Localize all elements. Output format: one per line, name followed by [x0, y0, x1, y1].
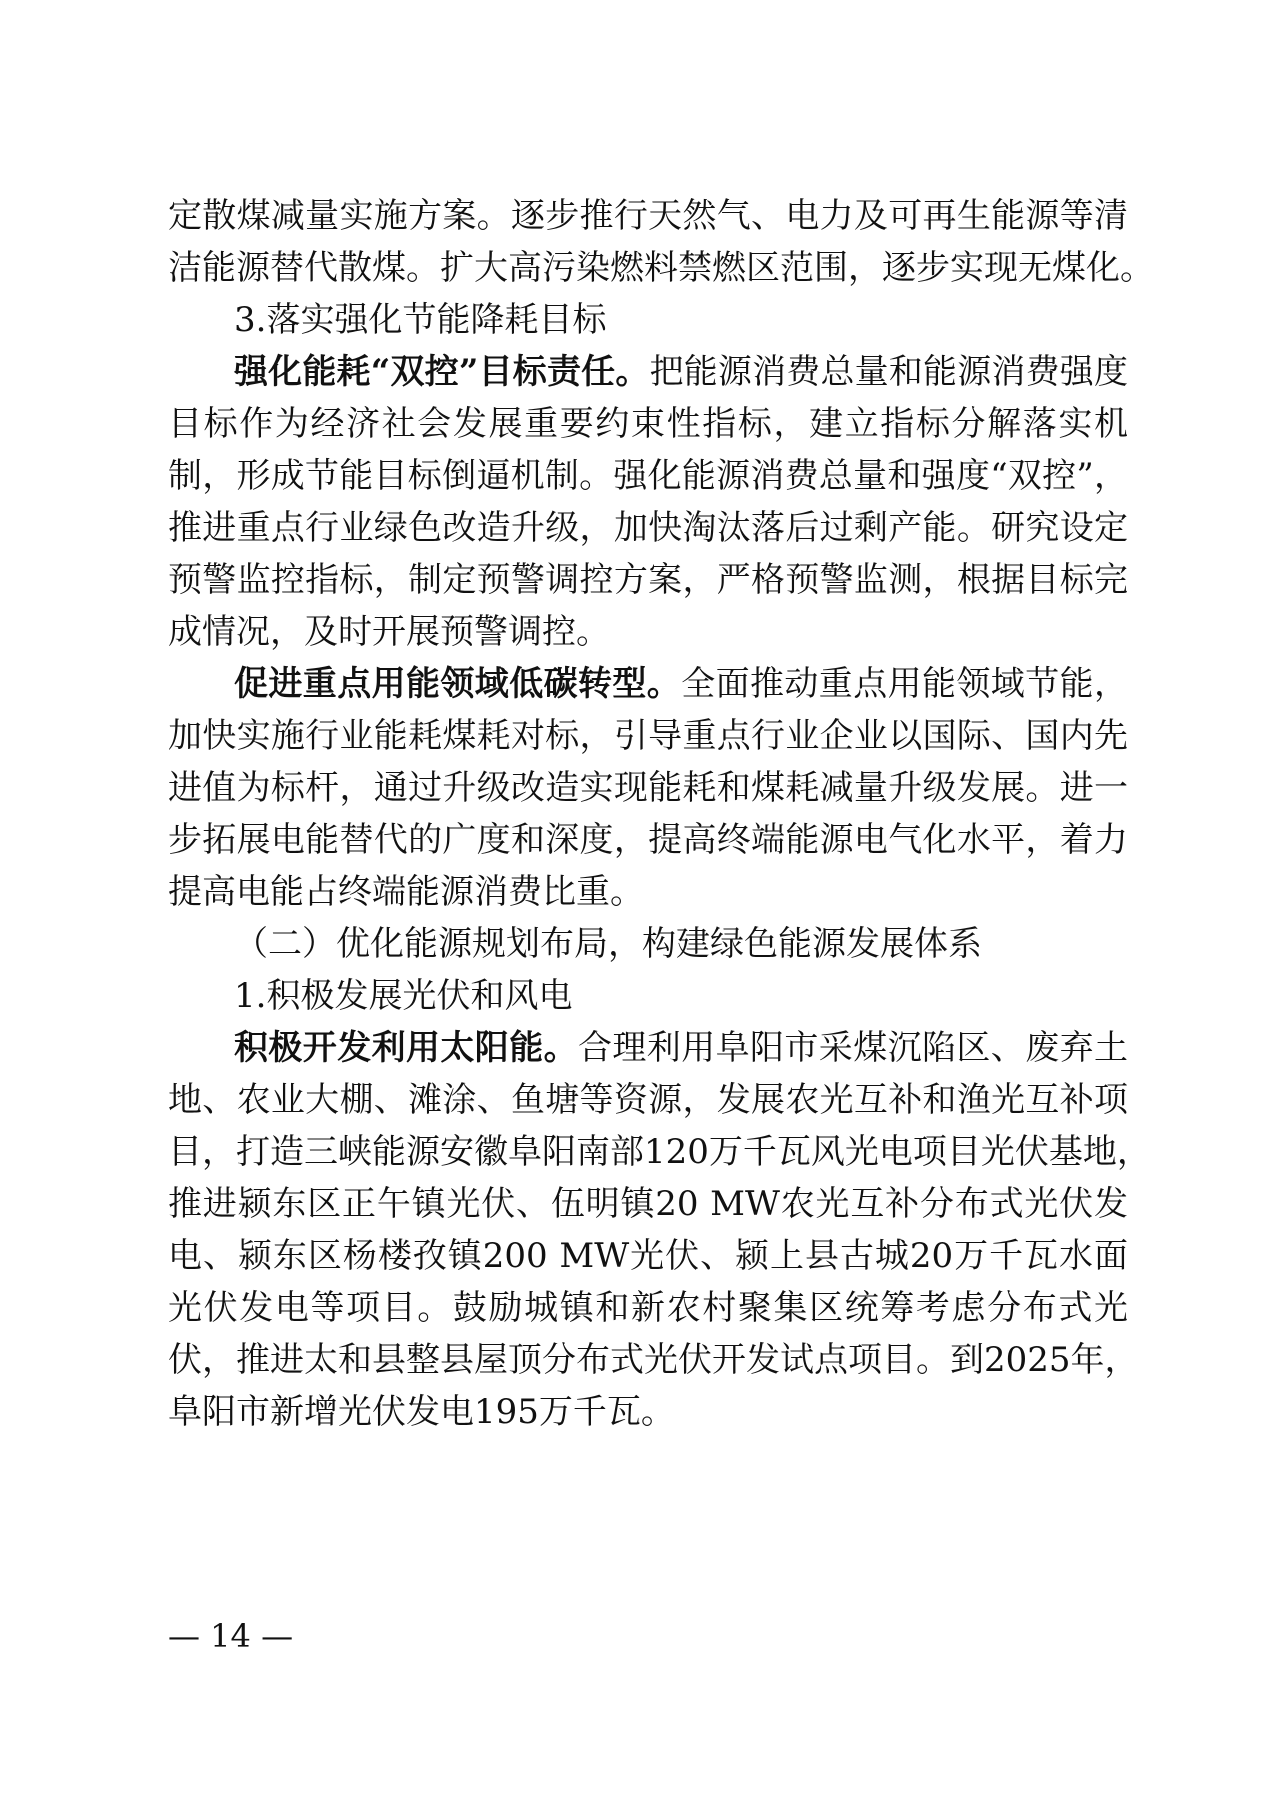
- paragraph-line: 提高电能占终端能源消费比重。: [168, 872, 644, 912]
- paragraph-line: 制，形成节能目标倒逼机制。强化能源消费总量和强度“双控”，: [168, 456, 1128, 496]
- paragraph-line: 阜阳市新增光伏发电195万千瓦。: [168, 1392, 675, 1432]
- paragraph-lead: 促进重点用能领域低碳转型。: [234, 664, 682, 704]
- paragraph-text: 全面推动重点用能领域节能，: [681, 664, 1129, 704]
- paragraph-line: [234, 1028, 1128, 1068]
- paragraph-line: 推进重点行业绿色改造升级，加快淘汰落后过剩产能。研究设定: [168, 508, 1128, 548]
- paragraph-line: 伏，推进太和县整县屋顶分布式光伏开发试点项目。到2025年，: [168, 1340, 1139, 1380]
- paragraph-text: 把能源消费总量和能源消费强度: [649, 352, 1128, 392]
- page-number: — 14 —: [168, 1617, 294, 1655]
- paragraph-line: [234, 352, 1128, 392]
- paragraph-line: 步拓展电能替代的广度和深度，提高终端能源电气化水平，着力: [168, 820, 1128, 860]
- paragraph-line: 预警监控指标，制定预警调控方案，严格预警监测，根据目标完: [168, 560, 1128, 600]
- paragraph-line: 加快实施行业能耗煤耗对标，引导重点行业企业以国际、国内先: [168, 716, 1128, 756]
- paragraph-line: 目，打造三峡能源安徽阜阳南部120万千瓦风光电项目光伏基地，: [168, 1132, 1151, 1172]
- paragraph-text: 合理利用阜阳市采煤沉陷区、废弃土: [578, 1028, 1128, 1068]
- paragraph-line: 地、农业大棚、滩涂、鱼塘等资源，发展农光互补和渔光互补项: [168, 1080, 1128, 1120]
- subsection-heading: 1.积极发展光伏和风电: [234, 976, 573, 1016]
- paragraph-line: 定散煤减量实施方案。逐步推行天然气、电力及可再生能源等清: [168, 196, 1128, 236]
- subsection-heading: 3.落实强化节能降耗目标: [234, 300, 607, 340]
- paragraph-line: [234, 664, 1128, 704]
- paragraph-line: 电、颍东区杨楼孜镇200 MW光伏、颍上县古城20万千瓦水面: [168, 1236, 1128, 1276]
- paragraph-line: 推进颍东区正午镇光伏、伍明镇20 MW农光互补分布式光伏发: [168, 1184, 1128, 1224]
- paragraph-lead: 积极开发利用太阳能。: [234, 1028, 578, 1068]
- paragraph-line: 成情况，及时开展预警调控。: [168, 612, 610, 652]
- paragraph-line: 进值为标杆，通过升级改造实现能耗和煤耗减量升级发展。进一: [168, 768, 1128, 808]
- paragraph-line: 目标作为经济社会发展重要约束性指标，建立指标分解落实机: [168, 404, 1128, 444]
- section-heading: （二）优化能源规划布局，构建绿色能源发展体系: [234, 924, 982, 964]
- paragraph-line: 洁能源替代散煤。扩大高污染燃料禁燃区范围，逐步实现无煤化。: [168, 248, 1154, 288]
- paragraph-lead: 强化能耗“双控”目标责任。: [234, 352, 650, 392]
- paragraph-line: 光伏发电等项目。鼓励城镇和新农村聚集区统筹考虑分布式光: [168, 1288, 1128, 1328]
